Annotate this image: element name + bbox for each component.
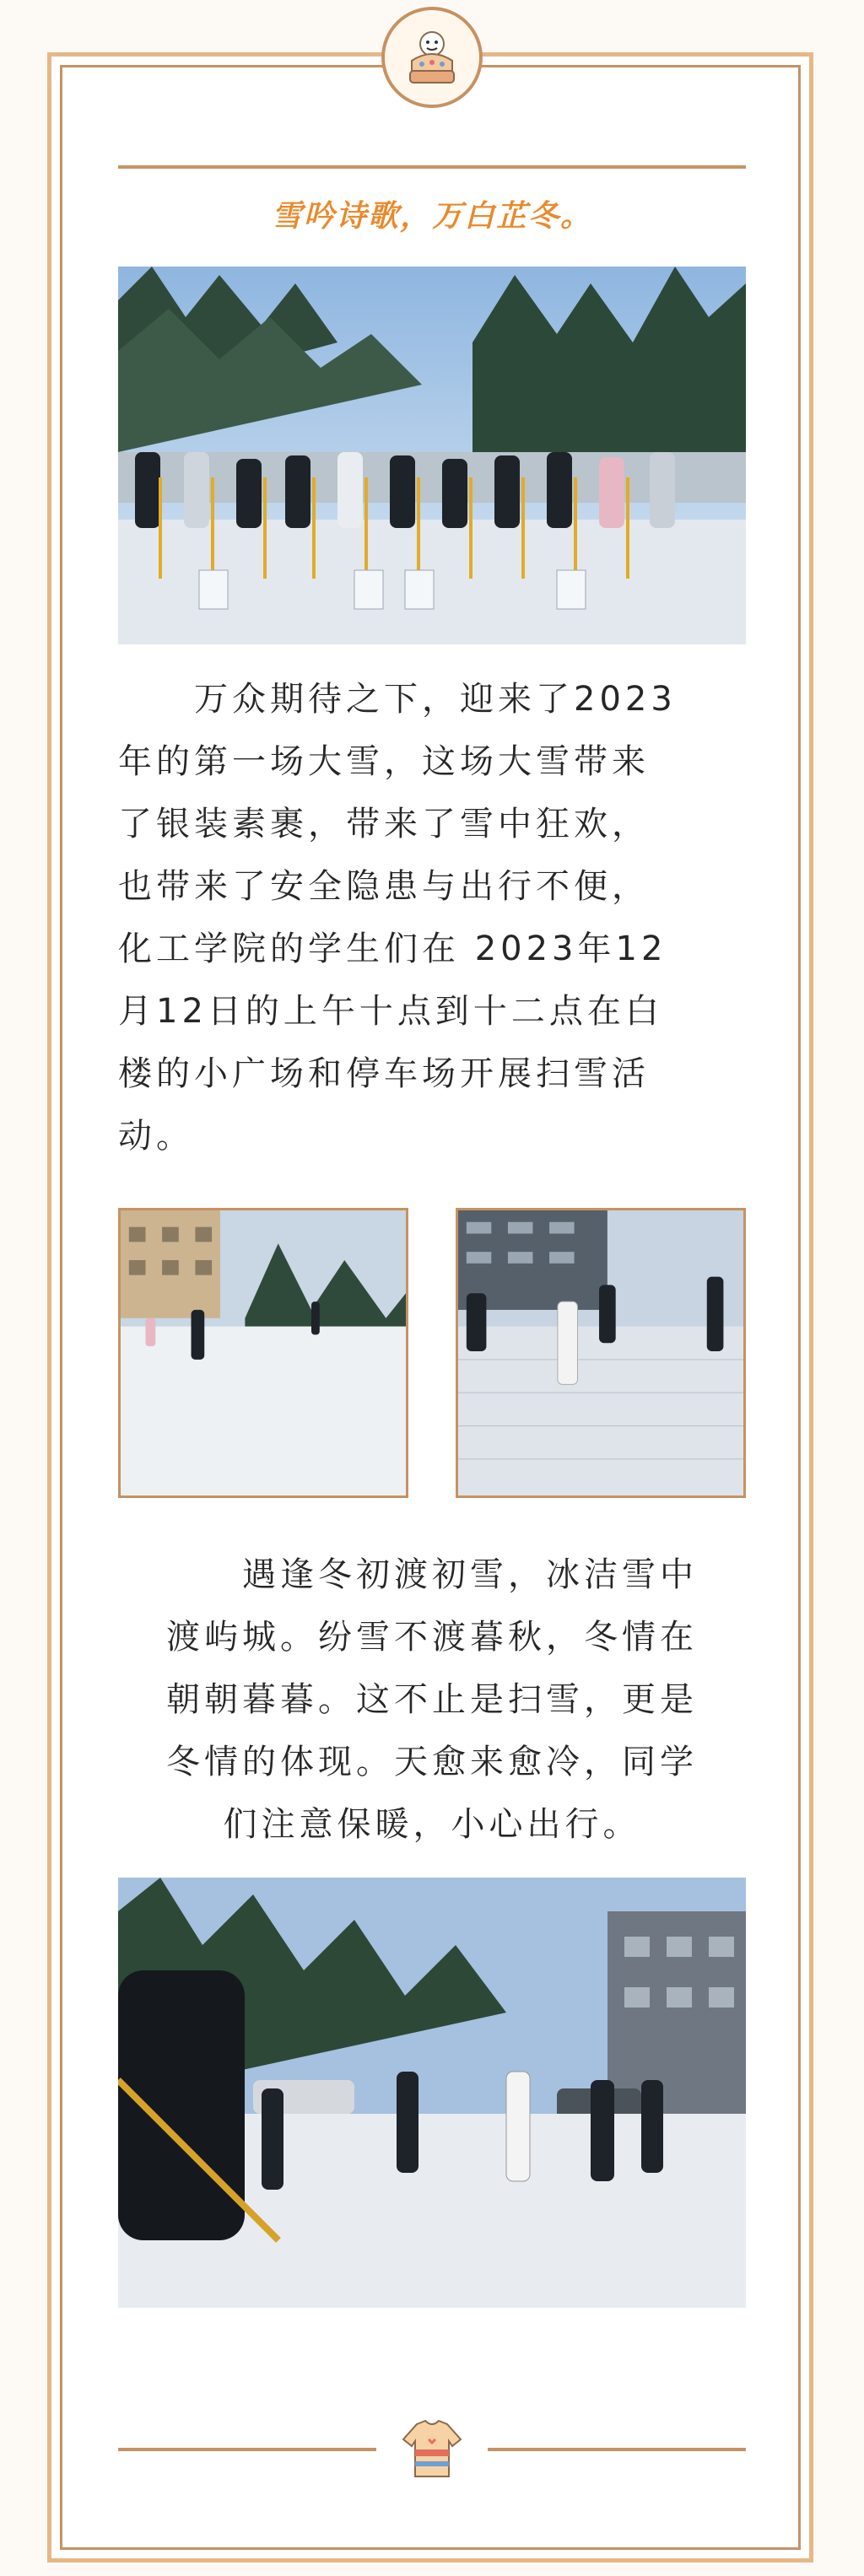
snowman-hat-icon [397,22,467,93]
intro-line: 楼的小广场和停车场开展扫雪活 [118,1054,650,1093]
snow-sweeping-photo-right [456,1208,746,1498]
closing-line: 朝朝暮暮。这不止是扫雪，更是 [166,1680,698,1719]
top-divider [118,165,746,169]
intro-line: 月12日的上午十点到十二点在白 [118,992,663,1031]
article-title: 雪吟诗歌，万白芷冬。 [271,199,592,234]
closing-line: 渡屿城。纷雪不渡暮秋，冬情在 [166,1618,698,1657]
intro-line: 化工学院的学生们在 2023年12 [118,930,667,968]
header-badge [381,7,483,108]
snow-sweeping-photo-left [118,1208,408,1498]
intro-line: 也带来了安全隐患与出行不便， [118,867,650,906]
closing-line: 们注意保暖，小心出行。 [223,1805,641,1844]
closing-paragraph [118,1544,746,1856]
intro-line: 万众期待之下，迎来了2023 [118,680,677,719]
closing-line: 冬情的体现。天愈来愈冷，同学 [166,1743,698,1781]
intro-line: 年的第一场大雪，这场大雪带来 [118,742,650,781]
bottom-divider-right [488,2448,746,2451]
bottom-divider-left [118,2448,376,2451]
group-photo [118,267,746,644]
intro-line: 了银装素裹，带来了雪中狂欢， [118,805,650,843]
snow-shoveling-photo-bottom [118,1878,746,2308]
sweater-icon [400,2417,464,2482]
intro-paragraph [118,668,759,1167]
intro-line: 动。 [118,1117,194,1156]
closing-line: 遇逢冬初渡初雪，冰洁雪中 [166,1555,698,1594]
